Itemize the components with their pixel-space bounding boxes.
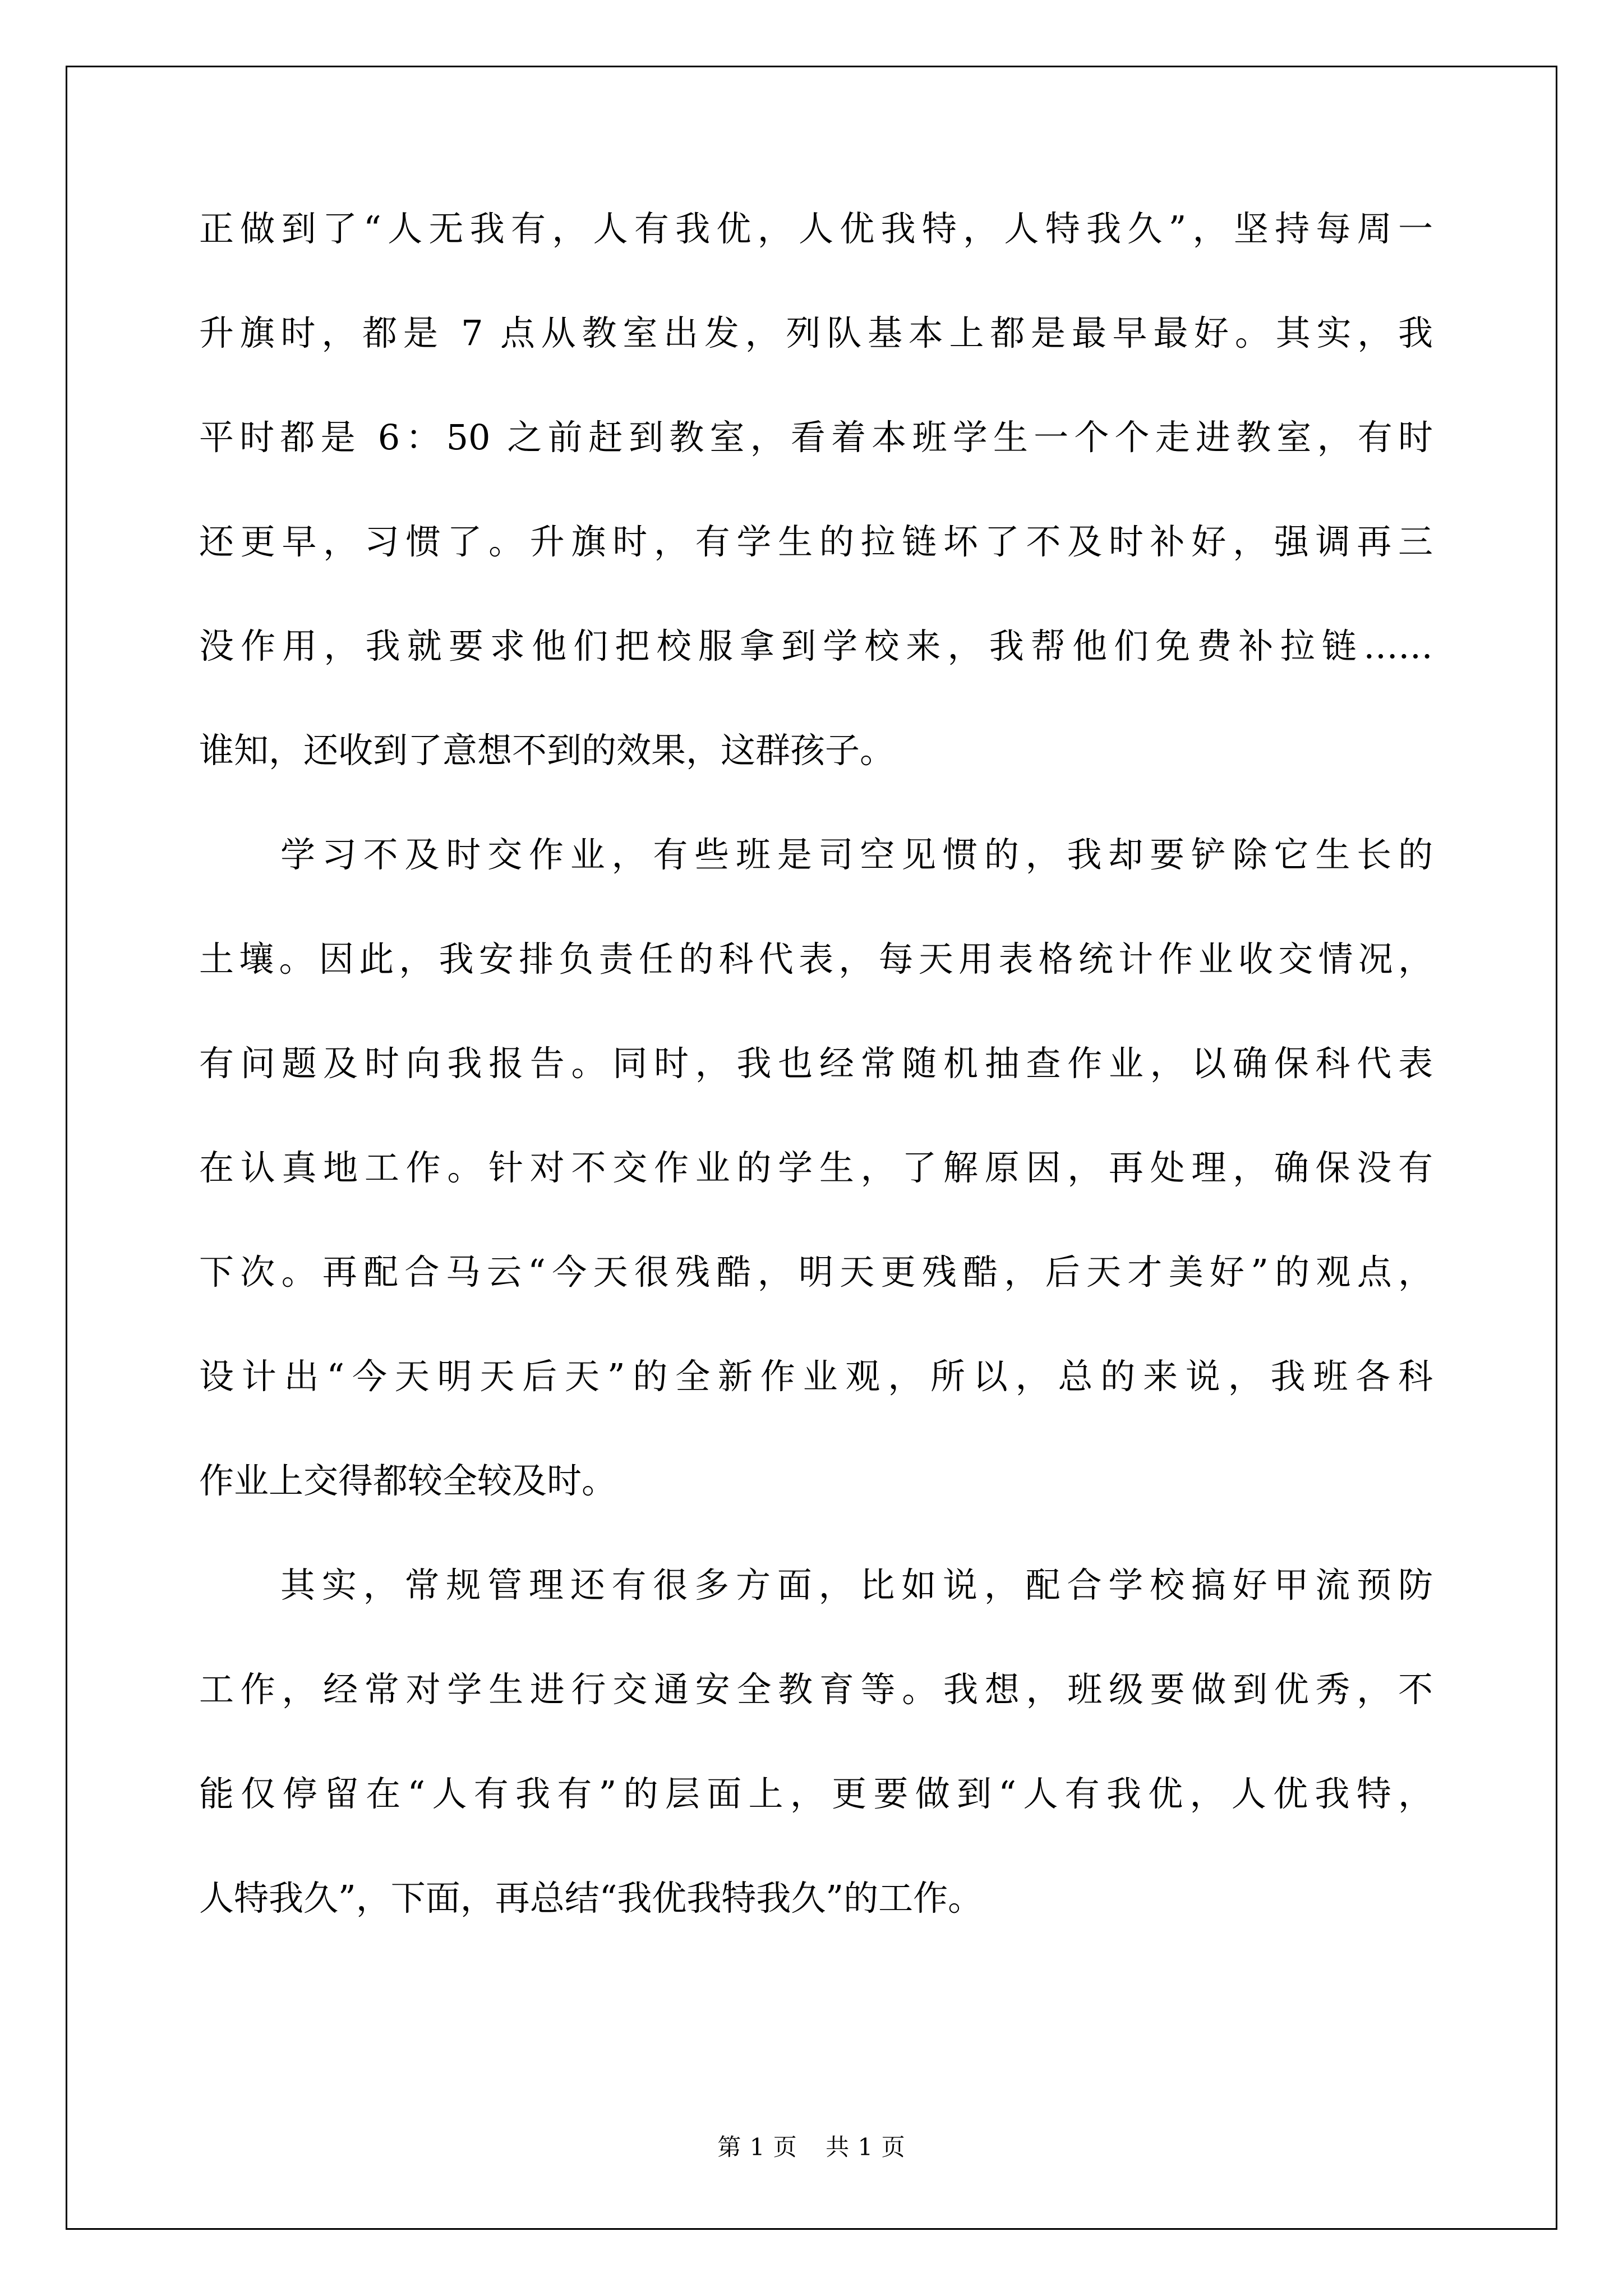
text-line: 土壤。因此，我安排负责任的科代表，每天用表格统计作业收交情况， bbox=[199, 938, 1433, 979]
text-line: 学习不及时交作业，有些班是司空见惯的，我却要铲除它生长的 bbox=[280, 834, 1433, 875]
text-line: 没作用，我就要求他们把校服拿到学校来，我帮他们免费补拉链…… bbox=[199, 625, 1433, 666]
text-line: 正做到了“人无我有，人有我优，人优我特，人特我久”，坚持每周一 bbox=[199, 208, 1433, 249]
page-footer bbox=[0, 2129, 1623, 2162]
text-line: 人特我久”，下面，再总结“我优我特我久”的工作。 bbox=[199, 1878, 983, 1918]
text-line: 其实，常规管理还有很多方面，比如说，配合学校搞好甲流预防 bbox=[280, 1565, 1433, 1605]
text-line: 能仅停留在“人有我有”的层面上，更要做到“人有我优，人优我特， bbox=[199, 1773, 1433, 1814]
text-line: 设计出“今天明天后天”的全新作业观，所以，总的来说，我班各科 bbox=[199, 1356, 1433, 1397]
text-line: 还更早，习惯了。升旗时，有学生的拉链坏了不及时补好，强调再三 bbox=[199, 521, 1433, 562]
document-body bbox=[199, 177, 1433, 1950]
text-line: 升旗时，都是 7 点从教室出发，列队基本上都是最早最好。其实，我 bbox=[199, 312, 1433, 353]
text-line: 有问题及时向我报告。同时，我也经常随机抽查作业，以确保科代表 bbox=[199, 1043, 1433, 1084]
text-line: 工作，经常对学生进行交通安全教育等。我想，班级要做到优秀，不 bbox=[199, 1669, 1433, 1710]
text-line: 谁知，还收到了意想不到的效果，这群孩子。 bbox=[199, 730, 895, 771]
text-line: 下次。再配合马云“今天很残酷，明天更残酷，后天才美好”的观点， bbox=[199, 1251, 1433, 1292]
page-total: 共 1 页 bbox=[826, 2133, 906, 2161]
page-number: 第 1 页 bbox=[717, 2133, 797, 2161]
text-line: 作业上交得都较全较及时。 bbox=[199, 1460, 617, 1501]
text-line: 平时都是 6：50 之前赶到教室，看着本班学生一个个走进教室，有时 bbox=[199, 417, 1433, 458]
text-line: 在认真地工作。针对不交作业的学生，了解原因，再处理，确保没有 bbox=[199, 1147, 1433, 1188]
